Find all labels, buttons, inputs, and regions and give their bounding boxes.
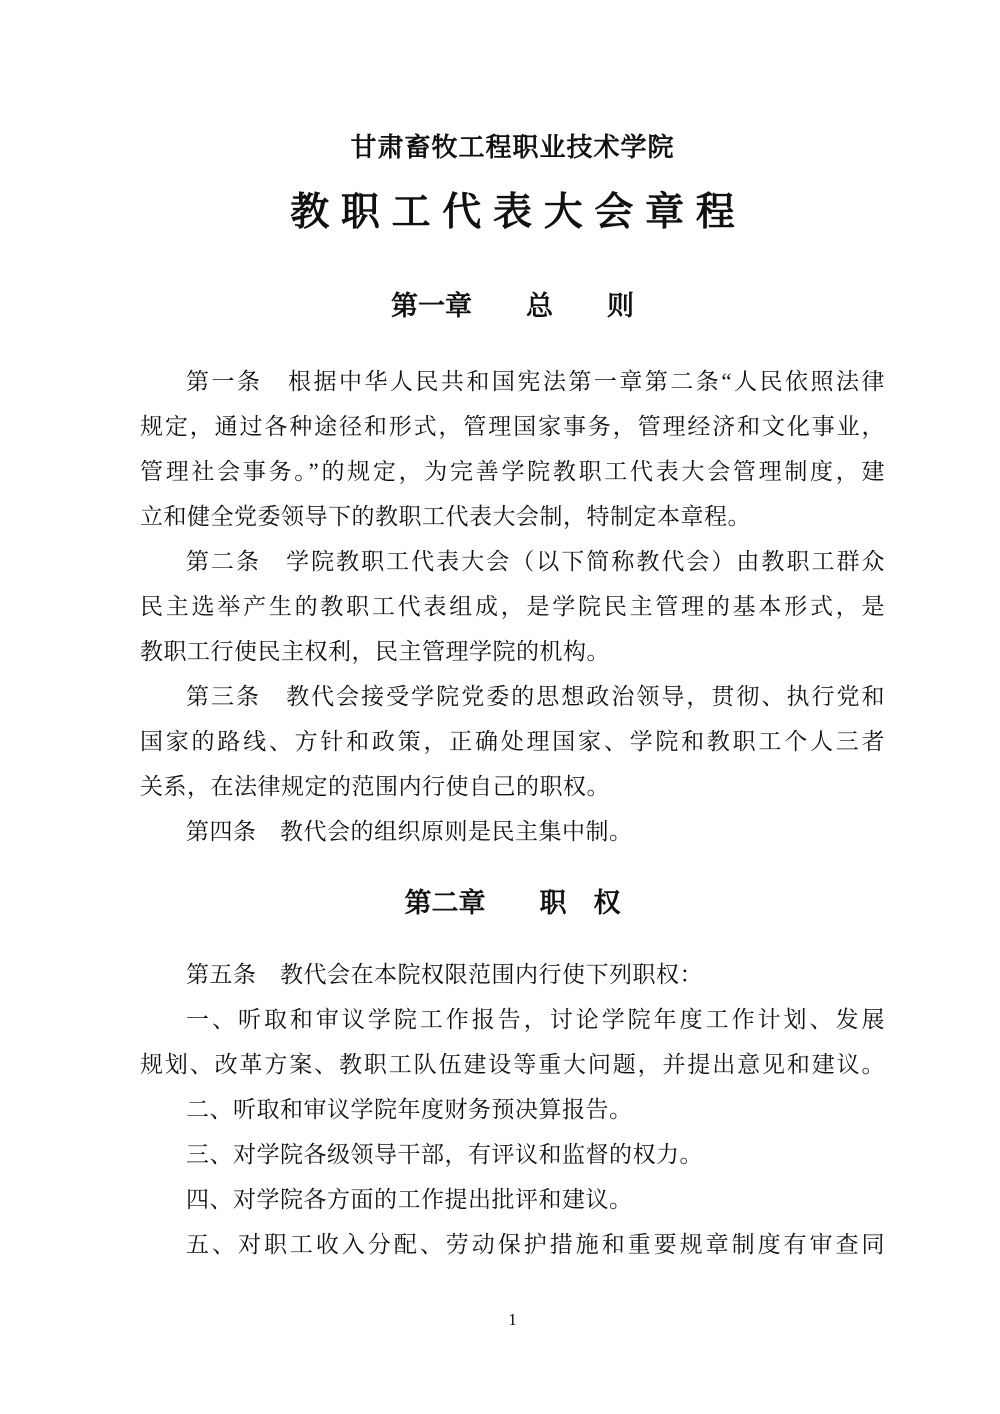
body-line: 立和健全党委领导下的教职工代表大会制，特制定本章程。: [140, 504, 751, 529]
chapter-2-heading: 第二章 职 权: [404, 888, 621, 918]
body-line: 规划、改革方案、教职工队伍建设等重大问题，并提出意见和建议。: [140, 1052, 885, 1077]
page-number: 1: [508, 1310, 517, 1329]
body-line: 规定，通过各种途径和形式，管理国家事务，管理经济和文化事业，: [140, 414, 885, 439]
document-title: 教职工代表大会章程: [290, 191, 747, 234]
body-line: 第四条 教代会的组织原则是民主集中制。: [186, 819, 633, 844]
body-line: 第五条 教代会在本院权限范围内行使下列职权：: [186, 962, 703, 987]
body-line: 教职工行使民主权利，民主管理学院的机构。: [140, 639, 610, 664]
body-line: 关系，在法律规定的范围内行使自己的职权。: [140, 774, 610, 799]
body-line: 第二条 学院教职工代表大会（以下简称教代会）由教职工群众: [186, 549, 885, 574]
chapter-2-body: [140, 952, 885, 1267]
chapter-1-body: [140, 359, 885, 854]
school-title: 甘肃畜牧工程职业技术学院: [350, 132, 675, 162]
body-line: 第三条 教代会接受学院党委的思想政治领导，贯彻、执行党和: [186, 684, 885, 709]
chapter-1-heading: 第一章 总 则: [391, 291, 634, 321]
body-line: 四、对学院各方面的工作提出批评和建议。: [186, 1187, 633, 1212]
document-content: [140, 130, 885, 1331]
body-line: 三、对学院各级领导干部，有评议和监督的权力。: [186, 1142, 703, 1167]
body-line: 一、听取和审议学院工作报告，讨论学院年度工作计划、发展: [186, 1007, 885, 1032]
body-line: 二、听取和审议学院年度财务预决算报告。: [186, 1097, 633, 1122]
body-line: 第一条 根据中华人民共和国宪法第一章第二条“人民依照法律: [186, 369, 885, 394]
body-line: 管理社会事务。”的规定，为完善学院教职工代表大会管理制度，建: [140, 459, 885, 484]
body-line: 民主选举产生的教职工代表组成，是学院民主管理的基本形式，是: [140, 594, 885, 619]
body-line: 五、对职工收入分配、劳动保护措施和重要规章制度有审查同: [186, 1232, 885, 1257]
body-line: 国家的路线、方针和政策，正确处理国家、学院和教职工个人三者: [140, 729, 885, 754]
